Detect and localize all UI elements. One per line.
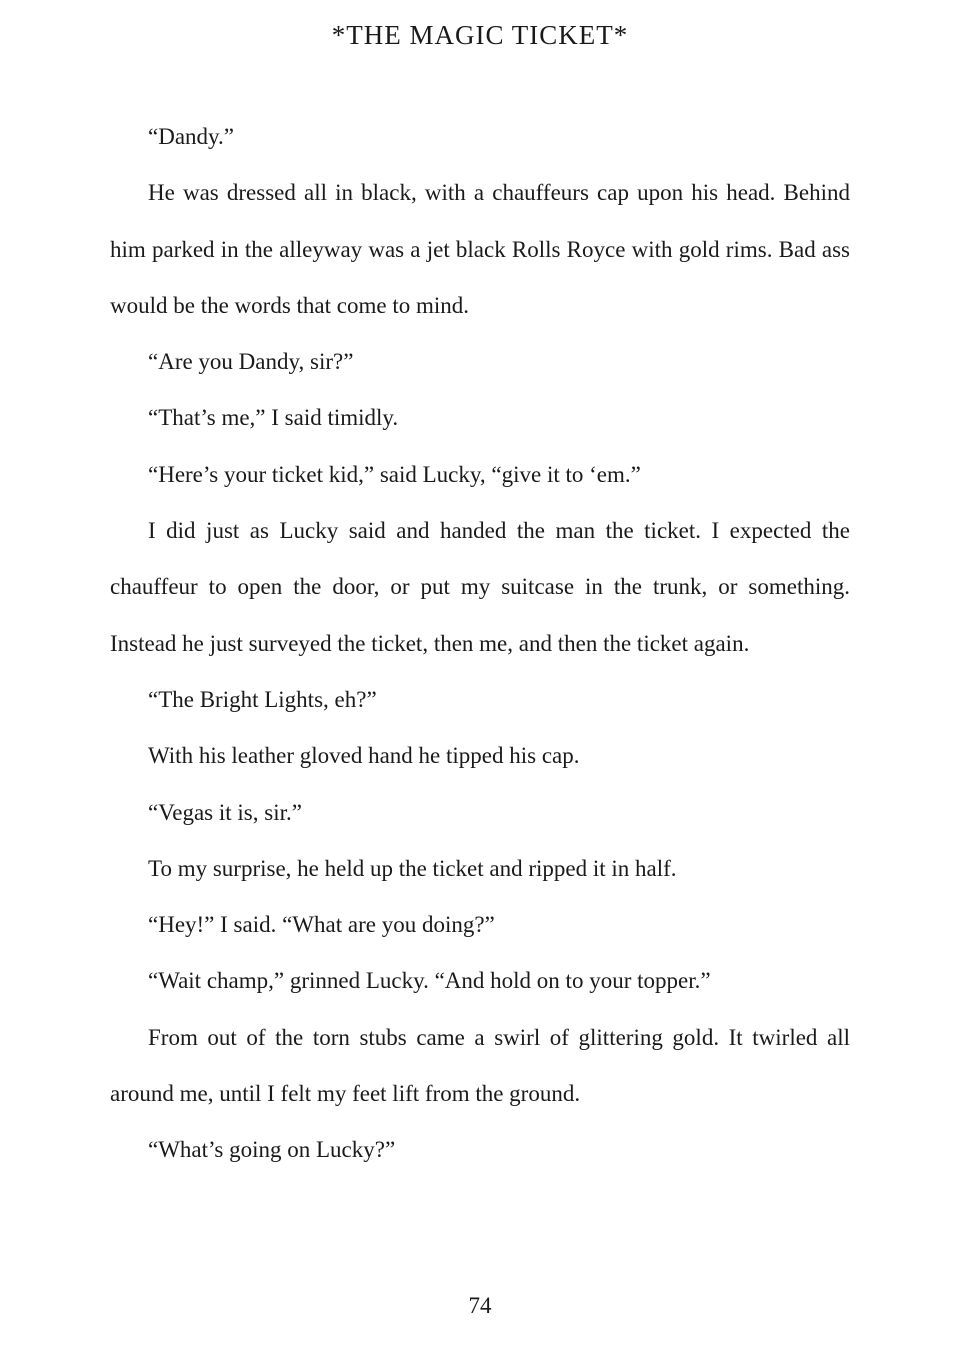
paragraph: “Dandy.” [148, 124, 234, 149]
paragraph: From out of the torn stubs came a swirl of glittering gold. It twirled all around me, until I felt my feet lift from the ground. [110, 1024, 850, 1107]
paragraph: “What’s going on Lucky?” [148, 1137, 396, 1163]
paragraph: I did just as Lucky said and handed the man the ticket. I expected the chauffeur to open the door, or put my suitcase in the trunk, or something. Instead he just surveyed the ticket, then me, and then the ticket again. [110, 518, 850, 656]
running-header: *THE MAGIC TICKET* [331, 20, 629, 50]
paragraph: “The Bright Lights, eh?” [148, 686, 377, 712]
paragraph: He was dressed all in black, with a chauffeurs cap upon his head. Behind him parked in the alleyway was a jet black Rolls Royce with gold rims. Bad ass would be the words that come to mind. [110, 180, 850, 318]
paragraph: “Hey!” I said. “What are you doing?” [148, 912, 495, 938]
paragraph: “Vegas it is, sir.” [148, 799, 302, 825]
paragraph: With his leather gloved hand he tipped his cap. [148, 743, 580, 769]
paragraph: “Wait champ,” grinned Lucky. “And hold on to your topper.” [148, 968, 711, 994]
story-text [110, 109, 850, 1179]
paragraph: “That’s me,” I said timidly. [148, 405, 399, 431]
paragraph: “Are you Dandy, sir?” [148, 349, 354, 375]
paragraph: “Here’s your ticket kid,” said Lucky, “give it to ‘em.” [148, 461, 641, 487]
paragraph: To my surprise, he held up the ticket and ripped it in half. [148, 855, 677, 881]
page-number: 74 [468, 1293, 492, 1318]
